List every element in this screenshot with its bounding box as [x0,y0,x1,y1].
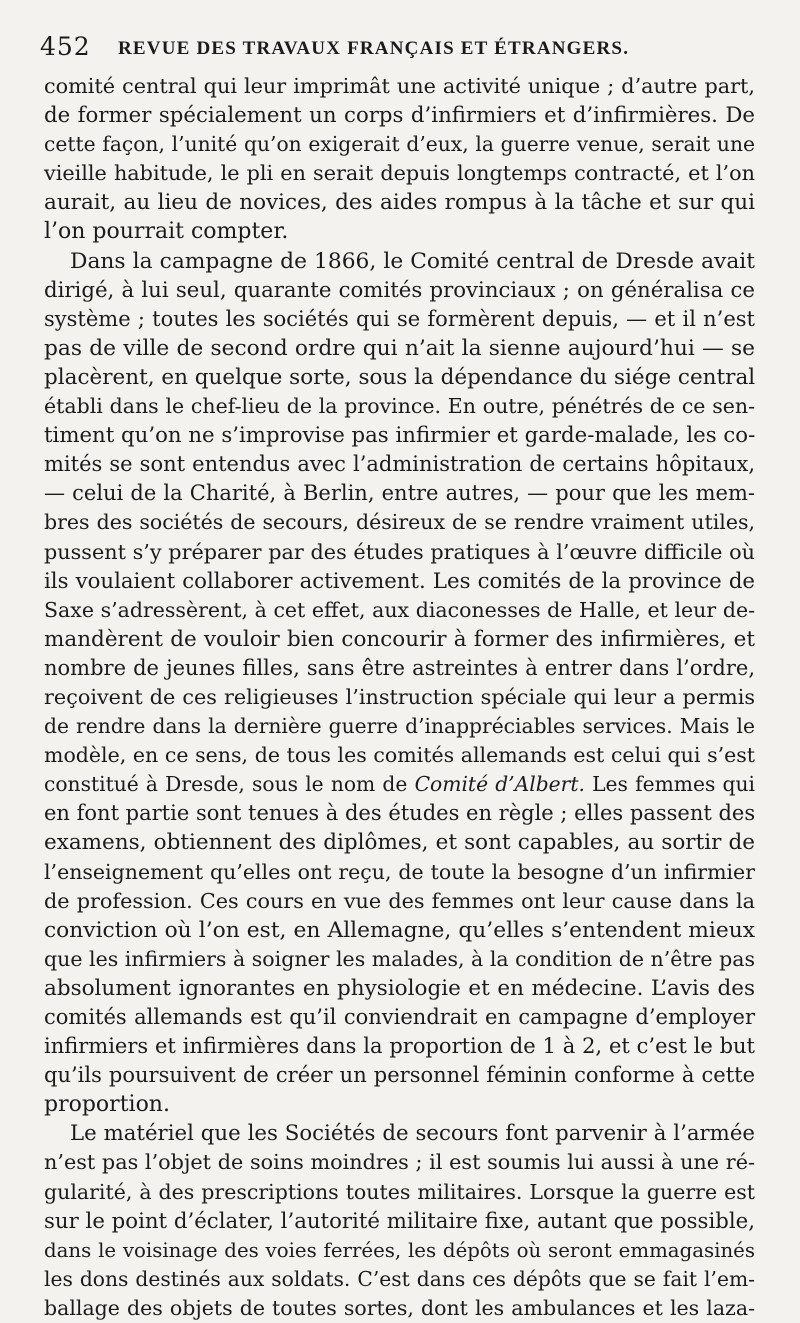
text-line: Dans la campagne de 1866, le Comité central de Dresde avait [70,248,755,274]
text-line: aurait, au lieu de novices, des aides rompus à la tâche et sur qui [44,190,755,216]
body-text [44,72,755,1323]
text-line: les dons destinés aux soldats. C’est dans ces dépôts que se fait l’em- [44,1266,755,1291]
text-line: de former spécialement un corps d’infirmiers et d’infirmières. De [44,103,755,129]
text-line: de profession. Ces cours en vue des femmes ont leur cause dans la [44,888,755,913]
text-line: comités allemands est qu’il conviendrait en campagne d’employer [44,1005,755,1029]
text-line: que les infirmiers à soigner les malades, à la condition de n’être pas [44,946,755,971]
text-line: système ; toutes les sociétés qui se formèrent depuis, — et il n’est [44,306,755,331]
text-line: ballage des objets de toutes sortes, dont les ambulances et les laza- [44,1295,755,1320]
text-line: n’est pas l’objet de soins moindres ; il est soumis lui aussi à une ré- [44,1150,755,1175]
text-line: infirmiers et infirmières dans la proportion de 1 à 2, et c’est le but [44,1034,755,1059]
text-line: qu’ils poursuivent de créer un personnel féminin conforme à cette [44,1063,755,1088]
page-number: 452 [40,32,91,61]
text-line: modèle, en ce sens, de tous les comités allemands est celui qui s’est [44,743,755,768]
text-line: établi dans le chef-lieu de la province. En outre, pénétrés de ce sen- [44,394,755,419]
text-line: dans le voisinage des voies ferrées, les dépôts où seront emmagasinés [44,1238,755,1262]
text-line: cette façon, l’unité qu’on exigerait d’eux, la guerre venue, serait une [44,132,755,157]
text-line: en font partie sont tenues à des études en règle ; elles passent des [44,801,756,826]
committee-name: Comité d’Albert. [414,772,585,797]
text-line: de rendre dans la dernière guerre d’inappréciables services. Mais le [44,714,755,739]
text-line: nombre de jeunes filles, sans être astreintes à entrer dans l’ordre, [44,655,755,680]
text-line: vieille habitude, le pli en serait depuis longtemps contracté, et l’on [44,161,755,186]
text-line: l’enseignement qu’elles ont reçu, de toute la besogne d’un infirmier [44,859,755,884]
text-line: comité central qui leur imprimât une activité unique ; d’autre part, [44,74,755,98]
text-line: mités se sont entendus avec l’administration de certains hôpitaux, [44,452,755,477]
text-line: pussent s’y préparer par des études pratiques à l’œuvre difficile où [44,539,755,564]
text-line [44,770,755,799]
text-line: dirigé, à lui seul, quarante comités provinciaux ; on généralisa ce [44,277,755,303]
text-line: reçoivent de ces religieuses l’instruction spéciale qui leur a permis [44,684,755,709]
text-line: pas de ville de second ordre qui n’ait la sienne aujourd’hui — se [44,335,755,361]
text-line: l’on pourrait compter. [44,219,289,245]
text-line: examens, obtiennent des diplômes, et sont capables, au sortir de [44,830,755,856]
text-line: Le matériel que les Sociétés de secours font parvenir à l’armée [70,1121,755,1147]
text-line: — celui de la Charité, à Berlin, entre autres, — pour que les mem- [44,481,755,506]
text-line: sur le point d’éclater, l’autorité militaire fixe, autant que possible, [44,1208,755,1234]
text-line: bres des sociétés de secours, désireux de se rendre vraiment utiles, [44,510,755,535]
text-segment: Les femmes qui [592,772,755,797]
text-line: mandèrent de vouloir bien concourir à former des infirmières, et [44,626,755,652]
text-segment: constitué à Dresde, sous le nom de [44,772,408,797]
text-line: proportion. [44,1092,170,1118]
text-line: ils voulaient collaborer activement. Les comités de la province de [44,568,755,594]
text-line: Saxe s’adressèrent, à cet effet, aux diaconesses de Halle, et leur de- [44,597,755,622]
text-line: gularité, à des prescriptions toutes militaires. Lorsque la guerre est [44,1179,755,1204]
text-line: placèrent, en quelque sorte, sous la dépendance du siége central [44,364,756,390]
text-line: conviction où l’on est, en Allemagne, qu’elles s’entendent mieux [44,917,755,943]
page-header [40,30,780,66]
text-line: absolument ignorantes en physiologie et en médecine. L’avis des [44,975,755,1001]
text-line: timent qu’on ne s’improvise pas infirmier et garde-malade, les co- [44,423,756,449]
running-title: REVUE DES TRAVAUX FRANÇAIS ET ÉTRANGERS. [118,38,630,59]
